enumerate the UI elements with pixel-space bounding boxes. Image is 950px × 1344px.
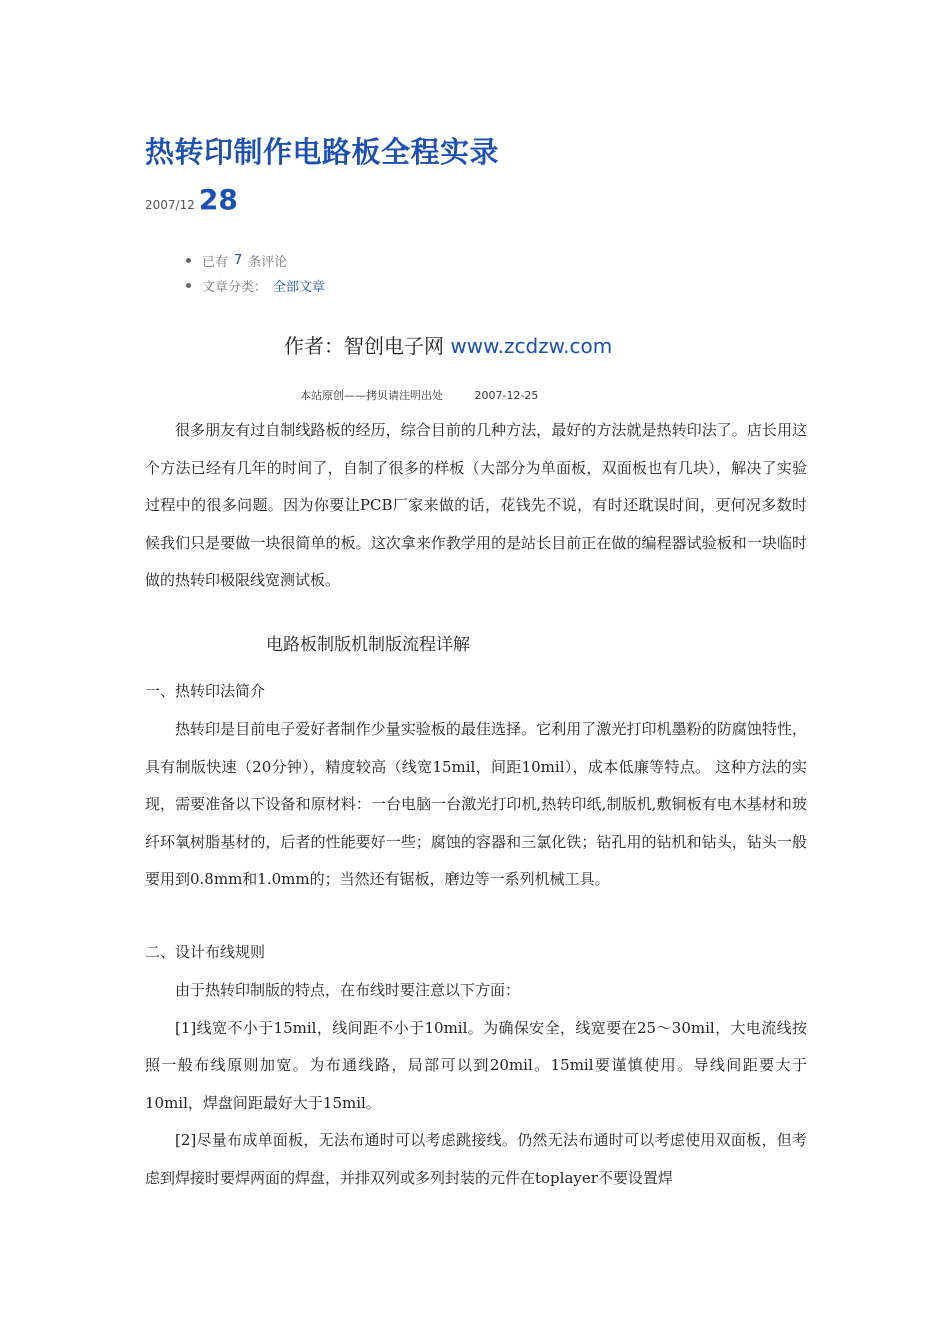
- post-date-day: 28: [198, 183, 238, 216]
- post-meta-list: [186, 248, 325, 298]
- section2-heading: 二、设计布线规则: [145, 943, 266, 961]
- author-line: [284, 330, 612, 359]
- center-heading: 电路板制版机制版流程详解: [266, 635, 470, 655]
- source-date: 2007-12-25: [474, 389, 539, 402]
- comments-count-link[interactable]: 7: [234, 253, 243, 268]
- category-label: 文章分类：: [202, 280, 268, 295]
- intro-text: 很多朋友有过自制线路板的经历，综合目前的几种方法，最好的方法就是热转印法了。店长用这个方法已经有几年的时间了，自制了很多的样板（大部分为单面板，双面板也有几块），解决了实验过程中的很多问题。因为你要让PCB厂家来做的话，花钱先不说，有时还耽误时间，更何况多数时候我们只是要做一块很简单的板。这次拿来作教学用的是站长目前正在做的编程器试验板和一块临时做的热转印极限线宽测试板。: [145, 421, 807, 589]
- post-date-year-month: 2007/12: [145, 198, 195, 212]
- section2-paragraphs: [145, 972, 807, 1197]
- post-date: [145, 183, 238, 216]
- section1-heading: 一、热转印法简介: [145, 682, 266, 700]
- comments-prefix: 已有: [202, 255, 229, 270]
- rule-1: [1]线宽不小于15mil，线间距不小于10mil。为确保安全，线宽要在25～30mil，大电流线按照一般布线原则加宽。为布通线路，局部可以到20mil。15mil要谨慎使用。导线间距要大于10mil，焊盘间距最好大于15mil。: [145, 1018, 807, 1112]
- bullet-icon: [186, 283, 191, 288]
- source-note: 本站原创——拷贝请注明出处: [300, 389, 443, 402]
- source-note-line: [300, 387, 538, 403]
- author-label: 作者：智创电子网: [284, 334, 444, 358]
- author-site-link[interactable]: www.zcdzw.com: [450, 334, 613, 358]
- comments-suffix: 条评论: [248, 255, 288, 270]
- article-title: 热转印制作电路板全程实录: [145, 135, 500, 169]
- section2-intro: 由于热转印制版的特点，在布线时要注意以下方面：: [175, 981, 521, 999]
- category-meta: [186, 273, 325, 298]
- section1-paragraph: [145, 711, 807, 899]
- bullet-icon: [186, 258, 191, 263]
- section1-text: 热转印是目前电子爱好者制作少量实验板的最佳选择。它利用了激光打印机墨粉的防腐蚀特性，具有制版快速（20分钟），精度较高（线宽15mil，间距10mil），成本低廉等特点。 这种方法的实现，需要准备以下设备和原材料：一台电脑一台激光打印机,热转印纸,制版机,敷铜板有电木基材和玻纤环氧树脂基材的，后者的性能要好一些；腐蚀的容器和三氯化铁；钻孔用的钻机和钻头，钻头一般要用到0.8mm和1.0mm的；当然还有锯板，磨边等一系列机械工具。: [145, 720, 807, 888]
- rule-2: [2]尽量布成单面板，无法布通时可以考虑跳接线。仍然无法布通时可以考虑使用双面板，但考虑到焊接时要焊两面的焊盘，并排双列或多列封装的元件在toplayer不要设置焊: [145, 1131, 807, 1187]
- category-link[interactable]: 全部文章: [273, 280, 326, 295]
- intro-paragraph: [145, 412, 807, 600]
- comments-meta: [186, 248, 325, 273]
